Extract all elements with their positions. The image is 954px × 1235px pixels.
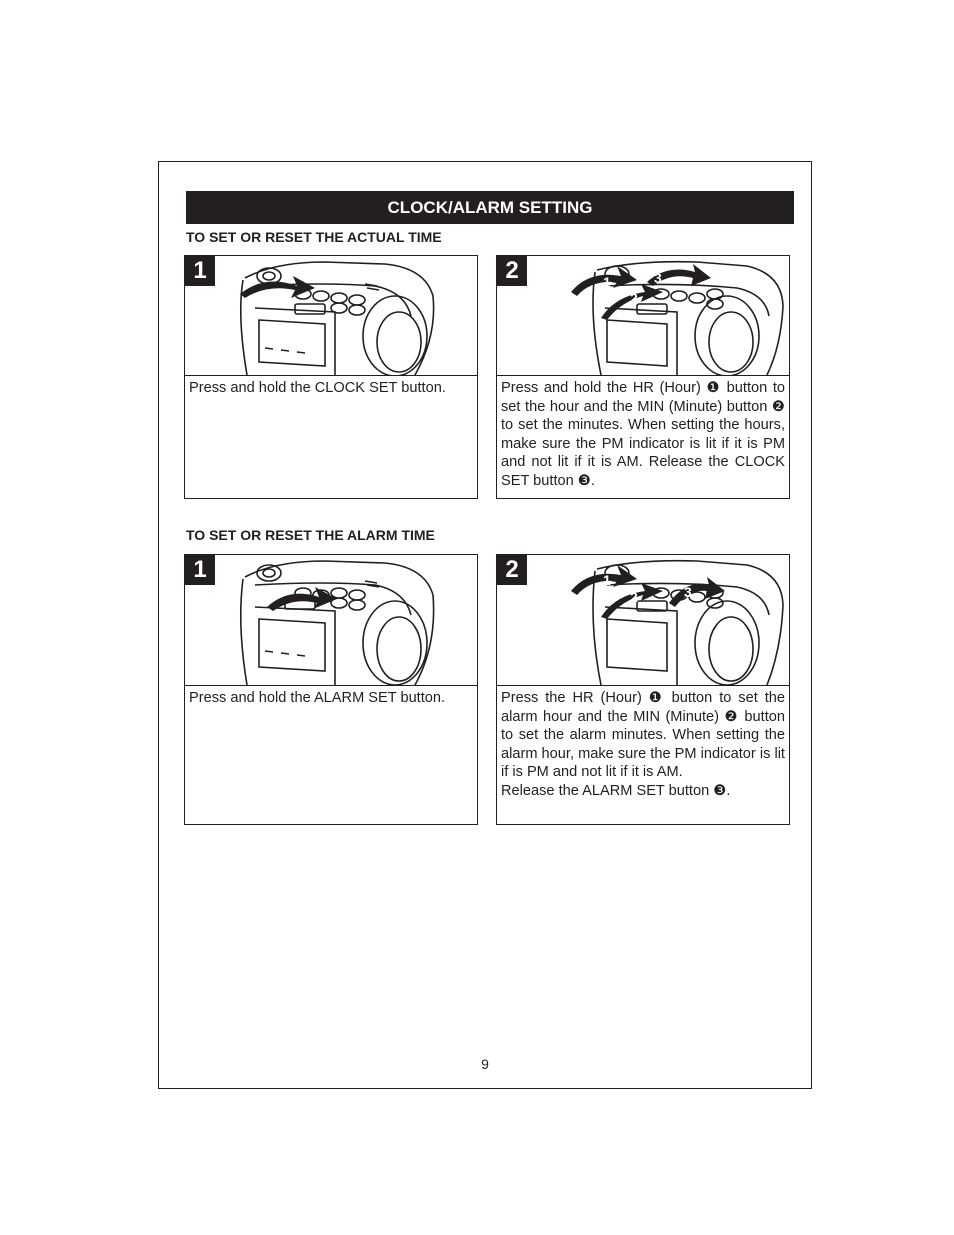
arrow-label-1: 1 xyxy=(603,572,611,588)
step-instruction xyxy=(497,376,789,491)
step-number-badge: 1 xyxy=(185,555,215,585)
step-panel-set-hour-minute xyxy=(496,255,790,499)
arrow-label-2: 2 xyxy=(630,290,638,306)
step-instruction-text: Press and hold the ALARM SET button. xyxy=(189,690,446,706)
clock-radio-drawing xyxy=(185,555,477,685)
section-heading-alarm-time: TO SET OR RESET THE ALARM TIME xyxy=(186,527,435,543)
clock-radio-drawing xyxy=(185,256,477,375)
step-panel-set-alarm-hour-minute xyxy=(496,554,790,825)
arrow-label-2: 2 xyxy=(630,589,638,605)
clock-radio-drawing xyxy=(497,256,789,375)
step-number-badge: 1 xyxy=(185,256,215,286)
page-title xyxy=(186,191,794,224)
clock-radio-drawing xyxy=(497,555,789,685)
step-instruction xyxy=(185,376,477,398)
press-arrow-icon xyxy=(240,276,315,298)
arrow-label-3: 3 xyxy=(684,584,692,600)
step-number-badge: 2 xyxy=(497,555,527,585)
step-instruction-text: Press and hold the HR (Hour) ❶ button to set the hour and the MIN (Minute) button ❷ to set the minutes. When setting the hours, make sure the PM indicator is lit if it is PM and not lit if it is AM. Release the CLOCK SET button ❸. xyxy=(501,380,785,489)
step-number-badge: 2 xyxy=(497,256,527,286)
step-panel-clock-set xyxy=(184,255,478,499)
step-instruction-text: Press and hold the CLOCK SET button. xyxy=(189,380,446,396)
step-instruction xyxy=(497,686,789,801)
clock-radio-illustration xyxy=(185,256,477,376)
page-number: 9 xyxy=(481,1056,489,1072)
page-title-text: CLOCK/ALARM SETTING xyxy=(387,197,593,217)
clock-radio-illustration xyxy=(497,256,789,376)
arrow-label-1: 1 xyxy=(603,274,611,290)
section-heading-actual-time: TO SET OR RESET THE ACTUAL TIME xyxy=(186,229,442,245)
step-panel-alarm-set xyxy=(184,554,478,825)
step-instruction-text: Press the HR (Hour) ❶ button to set the alarm hour and the MIN (Minute) ❷ button to set the alarm minutes. When setting the alarm hour, make sure the PM indicator is lit if is PM and not lit if it is AM. xyxy=(501,690,785,781)
clock-radio-illustration xyxy=(497,555,789,686)
step-instruction-release: Release the ALARM SET button ❸. xyxy=(501,782,731,799)
clock-radio-illustration xyxy=(185,555,477,686)
arrow-label-3: 3 xyxy=(654,270,662,286)
step-instruction xyxy=(185,686,477,708)
